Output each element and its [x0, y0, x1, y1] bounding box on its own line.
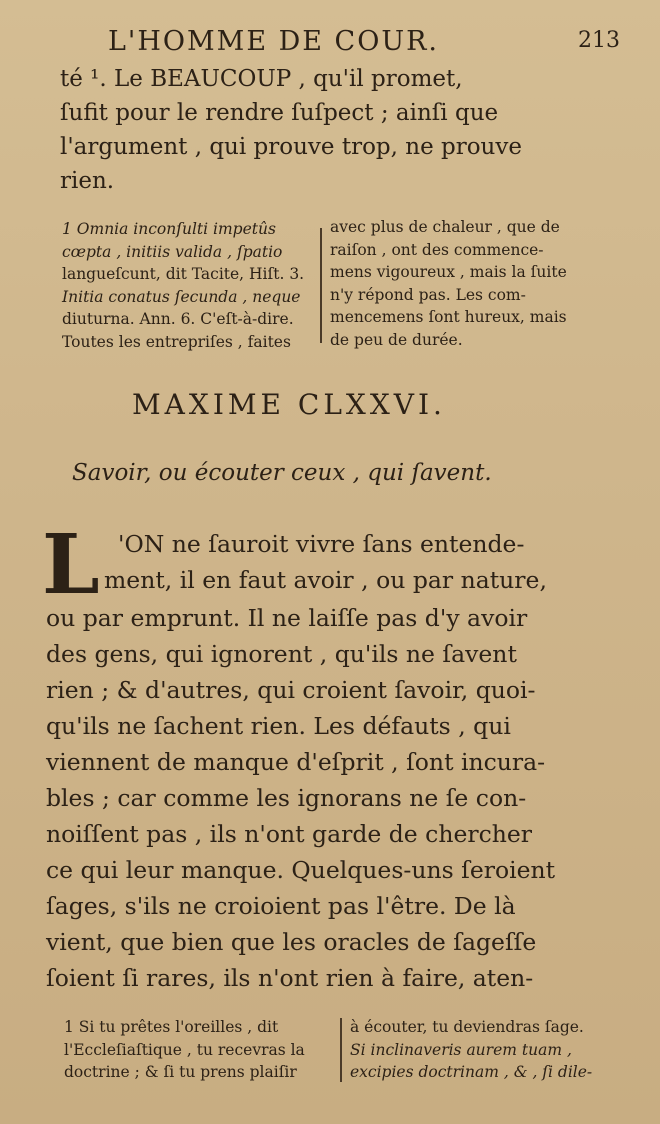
footnote-line: Initia conatus ſecunda , neque	[62, 287, 301, 306]
text-line: des gens, qui ignorent , qu'ils ne ſavent	[46, 640, 517, 668]
text-line: noiſſent pas , ils n'ont garde de chercher	[46, 820, 533, 848]
footnote-bottom-right	[350, 1016, 640, 1084]
footnote-line: Toutes les entrepriſes , faites	[62, 332, 291, 351]
footnote-line: Si inclinaveris aurem tuam ,	[350, 1040, 572, 1059]
page-header	[100, 26, 620, 62]
text-line: l'argument , qui prouve trop, ne prouve	[60, 134, 522, 160]
maxime-title: MAXIME CLXXVI.	[132, 388, 446, 421]
page-number: 213	[578, 28, 620, 53]
footnote-line: langueſcunt, dit Tacite, Hiſt. 3.	[62, 265, 305, 283]
footnote-top-left	[62, 218, 312, 353]
text-line: 'ON ne ſauroit vivre ſans entende-	[118, 530, 525, 558]
footnote-line: l'Eccleſiaſtique , tu recevras la	[64, 1040, 305, 1059]
footnote-line: doctrine ; & ſi tu prens plaiſir	[64, 1063, 297, 1081]
text-line: té ¹. Le BEAUCOUP , qu'il promet,	[60, 66, 463, 92]
text-line: vient, que bien que les oracles de ſageſſe	[46, 928, 537, 956]
column-divider	[320, 228, 322, 343]
footnote-line: 1 Omnia inconſulti impetûs	[62, 220, 276, 238]
text-line: rien ; & d'autres, qui croient ſavoir, quoi-	[46, 676, 536, 704]
footnote-bottom-left	[64, 1016, 334, 1084]
footnote-line: diuturna. Ann. 6. C'eſt-à-dire.	[62, 310, 294, 328]
text-line: viennent de manque d'eſprit , ſont incura-	[46, 748, 546, 776]
text-line: ſoient ſi rares, ils n'ont rien à faire, aten-	[46, 964, 534, 992]
footnote-line: cœpta , initiis valida , ſpatio	[62, 242, 283, 261]
drop-cap: L	[42, 517, 100, 613]
text-line: rien.	[60, 168, 115, 194]
footnote-line: excipies doctrinam , & , ſi dile-	[350, 1063, 593, 1081]
footnote-line: raiſon , ont des commence-	[330, 240, 544, 259]
text-line: ſufit pour le rendre ſuſpect ; ainſi que	[60, 100, 499, 126]
footnote-top-right	[330, 216, 600, 351]
footnote-line: mens vigoureux , mais la ſuite	[330, 263, 567, 281]
footnote-line: avec plus de chaleur , que de	[330, 218, 560, 236]
footnote-line: n'y répond pas. Les com-	[330, 285, 526, 304]
footnote-line: de peu de durée.	[330, 330, 463, 349]
text-line: bles ; car comme les ignorans ne ſe con-	[46, 784, 527, 812]
text-line: ou par emprunt. Il ne laiſſe pas d'y avoir	[46, 604, 528, 632]
footnote-line: à écouter, tu deviendras ſage.	[350, 1018, 584, 1036]
text-line: ſages, s'ils ne croioient pas l'être. De là	[46, 892, 516, 920]
footnote-line: mencemens ſont hureux, mais	[330, 308, 567, 326]
footnote-line: 1 Si tu prêtes l'oreilles , dit	[64, 1018, 279, 1036]
text-line: qu'ils ne ſachent rien. Les défauts , qui	[46, 712, 511, 740]
maxime-subtitle: Savoir, ou écouter ceux , qui ſavent.	[72, 460, 492, 486]
text-line: ce qui leur manque. Quelques-uns ſeroient	[46, 856, 556, 884]
text-line: ment, il en faut avoir , ou par nature,	[104, 566, 547, 594]
running-title: L'HOMME DE COUR.	[108, 26, 440, 57]
column-divider	[340, 1018, 342, 1082]
